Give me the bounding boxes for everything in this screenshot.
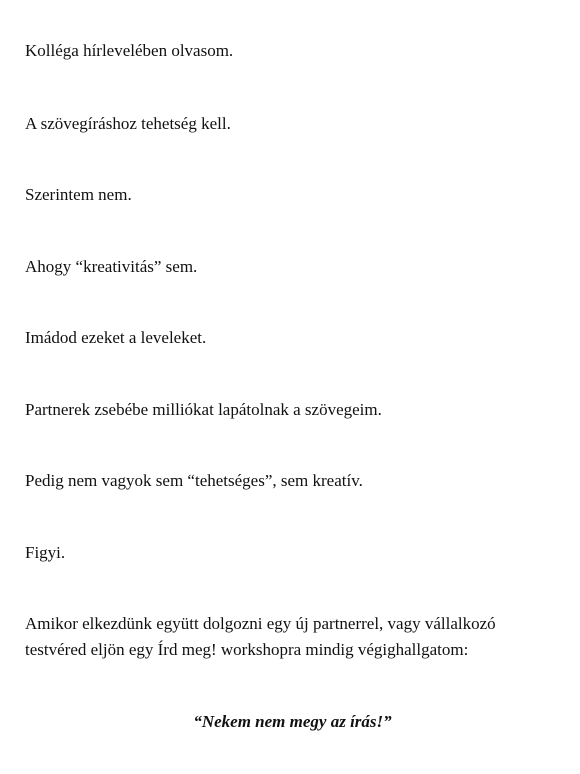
paragraph-2: A szövegíráshoz tehetség kell. xyxy=(25,114,231,133)
paragraph-5: Imádod ezeket a leveleket. xyxy=(25,328,207,347)
paragraph-3: Szerintem nem. xyxy=(25,185,132,204)
paragraph-4: Ahogy “kreativitás” sem. xyxy=(25,257,198,276)
paragraph-9: Amikor elkezdünk együtt dolgozni egy új partnerrel, vagy vállalkozó testvéred eljön egy Írd meg! workshopra mindig végighallgatom: xyxy=(25,614,496,659)
paragraph-1: Kolléga hírlevelében olvasom. xyxy=(25,41,234,60)
paragraph-6: Partnerek zsebébe milliókat lapátolnak a szövegeim. xyxy=(25,400,382,419)
paragraph-8: Figyi. xyxy=(25,543,66,562)
pull-quote: “Nekem nem megy az írás!” xyxy=(193,712,392,731)
paragraph-7: Pedig nem vagyok sem “tehetséges”, sem kreatív. xyxy=(25,471,363,490)
